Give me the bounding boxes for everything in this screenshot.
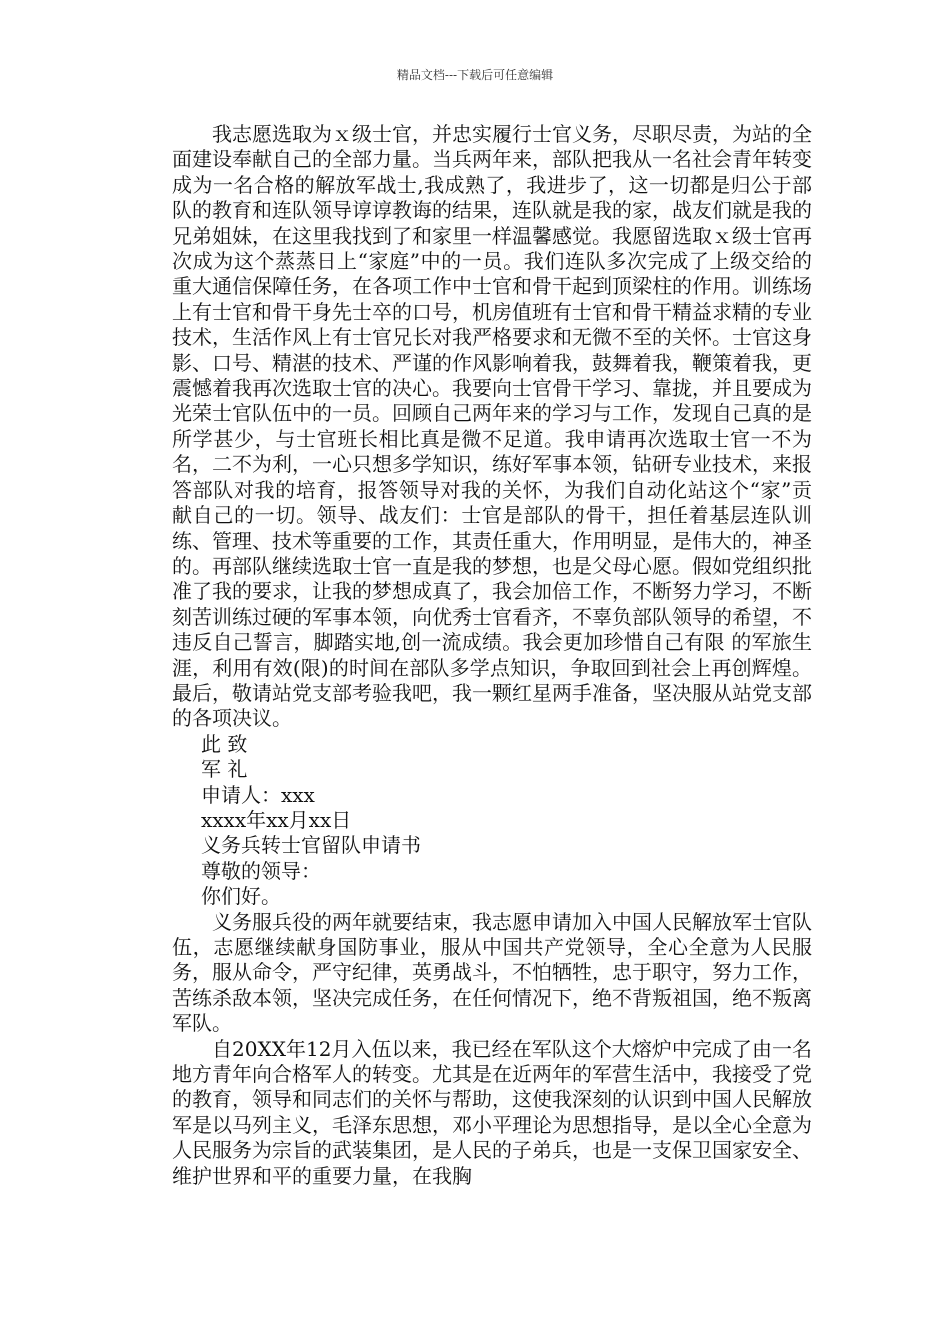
second-title: 义务兵转士官留队申请书	[201, 833, 421, 858]
paragraph-2: 义务服兵役的两年就要结束，我志愿申请加入中国人民解放军士官队伍，志愿继续献身国防事业，服从中国共产党领导，全心全意为人民服务，服从命令，严守纪律，英勇战斗，不怕牺牲，忠于职守，努力工作，苦练杀敌本领，坚决完成任务，在任何情况下，绝不背叛祖国，绝不叛离军队。	[172, 909, 812, 1036]
paragraph-3: 自20XX年12月入伍以来，我已经在军队这个大熔炉中完成了由一名地方青年向合格军人的转变。尤其是在近两年的军营生活中，我接受了党的教育，领导和同志们的关怀与帮助，这使我深刻的认识到中国人民解放军是以马列主义，毛泽东思想，邓小平理论为思想指导，是以全心全意为人民服务为宗旨的武装集团，是人民的子弟兵，也是一支保卫国家安全、维护世界和平的重要力量，在我胸	[172, 1036, 812, 1188]
paragraph-1: 我志愿选取为ｘ级士官，并忠实履行士官义务，尽职尽责，为站的全面建设奉献自己的全部力量。当兵两年来，部队把我从一名社会青年转变成为一名合格的解放军战士,我成熟了，我进步了，这一切都是归公于部队的教育和连队领导谆谆教诲的结果，连队就是我的家，战友们就是我的兄弟姐妹，在这里我找到了和家里一样温馨感觉。我愿留选取ｘ级士官再次成为这个蒸蒸日上“家庭”中的一员。我们连队多次完成了上级交给的重大通信保障任务，在各项工作中士官和骨干起到顶梁柱的作用。训练场上有士官和骨干身先士卒的口号，机房值班有士官和骨干精益求精的专业技术，生活作风上有士官兄长对我严格要求和无微不至的关怀。士官这身影、口号、精湛的技术、严谨的作风影响着我，鼓舞着我，鞭策着我，更震憾着我再次选取士官的决心。我要向士官骨干学习、靠拢，并且要成为光荣士官队伍中的一员。回顾自己两年来的学习与工作，发现自己真的是所学甚少，与士官班长相比真是微不足道。我申请再次选取士官一不为名，二不为利，一心只想多学知识，练好军事本领，钻研专业技术，来报答部队对我的培育，报答领导对我的关怀，为我们自动化站这个“家”贡献自己的一切。领导、战友们：士官是部队的骨干，担任着基层连队训练、管理、技术等重要的工作，其责任重大，作用明显，是伟大的，神圣的。再部队继续选取士官一直是我的梦想，也是父母心愿。假如党组织批准了我的要求，让我的梦想成真了，我会加倍工作，不断努力学习，不断刻苦训练过硬的军事本领，向优秀士官看齐，不辜负部队领导的希望，不违反自己誓言，脚踏实地,创一流成绩。我会更加珍惜自己有限 的军旅生涯，利用有效(限)的时间在部队多学点知识，争取回到社会上再创辉煌。最后，敬请站党支部考验我吧，我一颗红星两手准备，坚决服从站党支部的各项决议。	[172, 122, 812, 731]
date-line: xxxx年xx月xx日	[201, 807, 352, 832]
greeting: 你们好。	[201, 884, 281, 909]
applicant-line: 申请人：xxx	[201, 782, 315, 807]
salutation: 尊敬的领导：	[201, 858, 321, 883]
closing-line-2: 军 礼	[201, 757, 248, 782]
document-body	[172, 122, 812, 1189]
closing-line-1: 此 致	[201, 731, 248, 756]
page-header: 精品文档---下载后可任意编辑	[396, 68, 554, 82]
